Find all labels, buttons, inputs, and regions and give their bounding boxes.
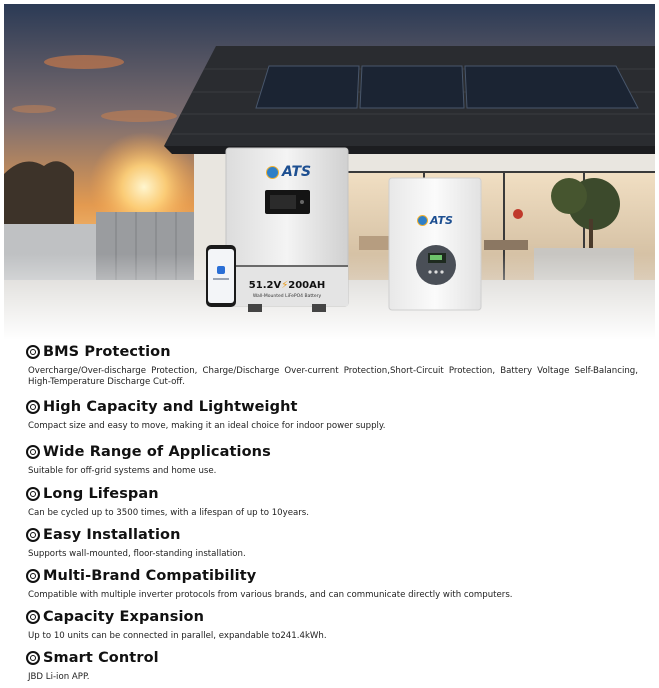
ring-bullet-icon [26,528,40,542]
feature-capacity-expansion [26,607,638,642]
feature-title: Long Lifespan [43,486,159,502]
ring-bullet-icon [26,651,40,665]
feature-easy-installation [26,525,638,560]
feature-multi-brand [26,566,638,601]
inverter-logo: ATS [417,214,453,227]
feature-title: Capacity Expansion [43,609,205,625]
feature-title: Easy Installation [43,527,181,543]
feature-desc: JBD Li-ion APP. [28,672,90,682]
ring-bullet-icon [26,400,40,414]
ring-bullet-icon [26,345,40,359]
ring-bullet-icon [26,610,40,624]
feature-title: High Capacity and Lightweight [43,399,298,415]
ring-bullet-icon [26,445,40,459]
feature-desc: Supports wall-mounted, floor-standing installation. [28,549,246,559]
feature-desc: Can be cycled up to 3500 times, with a lifespan of up to 10years. [28,508,310,518]
feature-wide-range [26,442,638,477]
battery-label [226,280,348,291]
feature-high-capacity [26,397,638,432]
ring-bullet-icon [26,487,40,501]
feature-title: Wide Range of Applications [43,444,271,460]
ring-bullet-icon [26,569,40,583]
feature-desc: Compact size and easy to move, making it an ideal choice for indoor power supply. [28,421,386,431]
feature-bms-protection [26,342,638,387]
hero-image [4,4,655,340]
feature-smart-control [26,648,638,683]
feature-title: Multi-Brand Compatibility [43,568,257,584]
globe-icon [417,215,428,226]
bolt-icon: ⚡ [281,280,289,291]
battery-capacity: 200AH [288,280,326,291]
inverter-unit [389,178,481,310]
globe-icon [266,166,279,179]
feature-long-lifespan [26,484,638,519]
feature-desc: Compatible with multiple inverter protocols from various brands, and can communicate directly with computers. [28,590,513,600]
feature-title: BMS Protection [43,344,171,360]
battery-voltage: 51.2V [248,280,282,291]
feature-desc: Up to 10 units can be connected in parallel, expandable to241.4kWh. [28,631,327,641]
feature-desc: Overcharge/Over-discharge Protection, Charge/Discharge Over-current Protection,Short-Circuit Protection, Battery Voltage Self-Balancing, High-Temperature Discharge Cut-off. [28,366,638,387]
feature-title: Smart Control [43,650,159,666]
battery-logo: ATS [266,164,311,180]
battery-sub: Wall-Mounted LiFePO4 Battery [252,294,322,299]
feature-desc: Suitable for off-grid systems and home use. [28,466,217,476]
